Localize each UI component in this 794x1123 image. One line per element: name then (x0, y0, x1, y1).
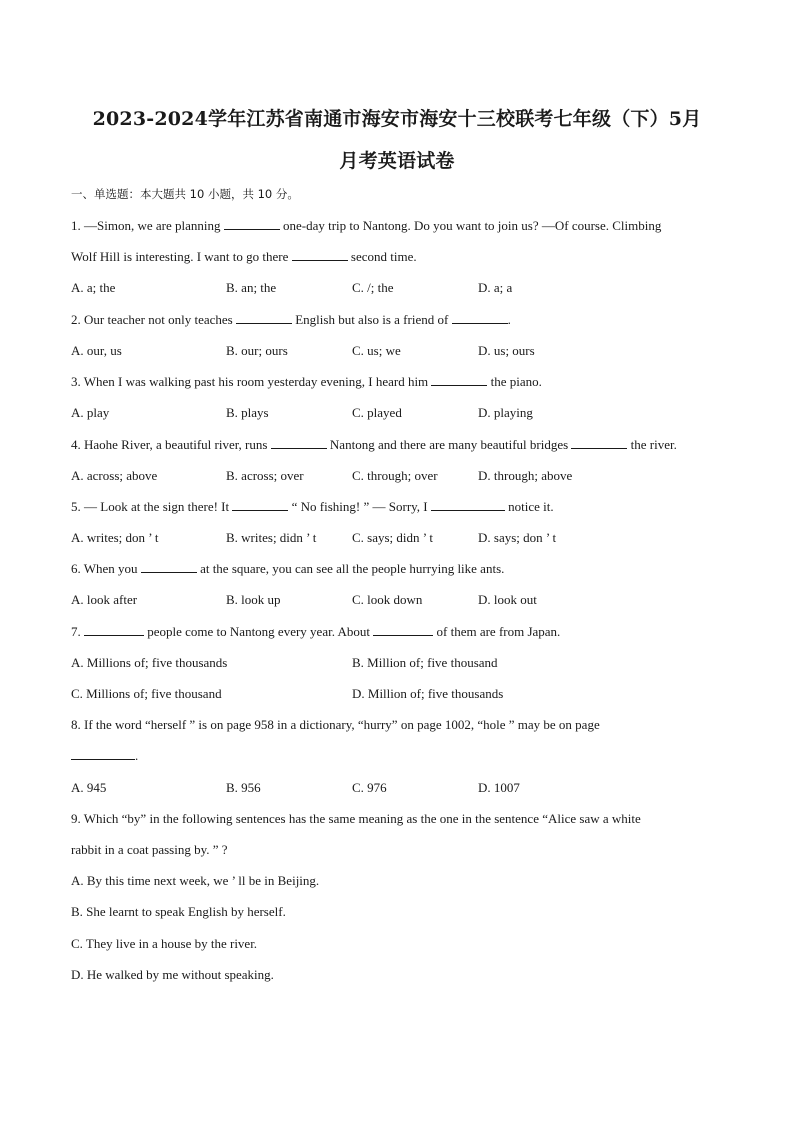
answer-blank (224, 218, 280, 230)
answer-blank (373, 624, 433, 636)
answer-blank (236, 312, 292, 324)
question-6-option-c: C. look down (352, 592, 423, 607)
answer-blank (452, 312, 508, 324)
question-9-stem-cont: rabbit in a coat passing by. ” ? (71, 842, 228, 857)
question-2-option-c: C. us; we (352, 343, 401, 358)
question-5-option-c: C. says; didn ’ t (352, 530, 434, 545)
question-5-option-d: D. says; don ’ t (478, 530, 557, 545)
answer-blank (141, 561, 197, 573)
question-4-option-b: B. across; over (226, 468, 304, 483)
question-9-option-c: C. They live in a house by the river. (71, 936, 258, 951)
question-6-stem: 6. When you at the square, you can see all the people hurrying like ants. (71, 561, 505, 576)
question-3-option-b: B. plays (226, 405, 269, 420)
answer-blank (292, 249, 348, 261)
answer-blank (232, 499, 288, 511)
question-3-option-c: C. played (352, 405, 402, 420)
section-header: 一、单选题：本大题共 10 小题，共 10 分。 (71, 187, 299, 201)
question-2-option-b: B. our; ours (226, 343, 288, 358)
question-6-option-a: A. look after (71, 592, 138, 607)
answer-blank (84, 624, 144, 636)
question-1-stem-cont: Wolf Hill is interesting. I want to go there second time. (71, 249, 417, 264)
question-4-stem: 4. Haohe River, a beautiful river, runs Nantong and there are many beautiful bridges the river. (71, 437, 677, 452)
question-1-option-c: C. /; the (352, 280, 394, 295)
answer-blank (431, 499, 505, 511)
question-1-stem: 1. —Simon, we are planning one-day trip to Nantong. Do you want to join us? —Of course. Climbing (71, 218, 662, 233)
question-4-option-d: D. through; above (478, 468, 573, 483)
question-4-option-a: A. across; above (71, 468, 158, 483)
question-6-option-d: D. look out (478, 592, 537, 607)
question-7-option-b: B. Million of; five thousand (352, 655, 498, 670)
exam-title-line-2: 月考英语试卷 (339, 150, 455, 172)
answer-blank (571, 437, 627, 449)
exam-title-line-1: 2023-2024学年江苏省南通市海安市海安十三校联考七年级（下）5月 (92, 108, 702, 130)
question-9-stem: 9. Which “by” in the following sentences has the same meaning as the one in the sentence “Alice saw a white (71, 811, 641, 826)
answer-blank (71, 748, 135, 760)
question-8-option-a: A. 945 (71, 780, 107, 795)
question-6-option-b: B. look up (226, 592, 281, 607)
question-3-stem: 3. When I was walking past his room yesterday evening, I heard him the piano. (71, 374, 542, 389)
question-8-stem: 8. If the word “herself ” is on page 958 in a dictionary, “hurry” on page 1002, “hole ” may be on page (71, 717, 600, 732)
question-8-stem-cont: . (71, 748, 138, 764)
question-5-stem: 5. — Look at the sign there! It “ No fishing! ” — Sorry, I notice it. (71, 499, 554, 514)
question-3-option-a: A. play (71, 405, 110, 420)
question-2-option-d: D. us; ours (478, 343, 535, 358)
question-1-option-a: A. a; the (71, 280, 116, 295)
question-5-option-a: A. writes; don ’ t (71, 530, 159, 545)
question-3-option-d: D. playing (478, 405, 533, 420)
question-8-option-b: B. 956 (226, 780, 261, 795)
answer-blank (431, 374, 487, 386)
question-1-option-b: B. an; the (226, 280, 277, 295)
question-2-option-a: A. our, us (71, 343, 122, 358)
question-5-option-b: B. writes; didn ’ t (226, 530, 317, 545)
answer-blank (271, 437, 327, 449)
question-9-option-d: D. He walked by me without speaking. (71, 967, 274, 982)
question-8-option-c: C. 976 (352, 780, 387, 795)
question-7-option-d: D. Million of; five thousands (352, 686, 504, 701)
question-7-option-a: A. Millions of; five thousands (71, 655, 228, 670)
question-1-option-d: D. a; a (478, 280, 513, 295)
question-4-option-c: C. through; over (352, 468, 438, 483)
question-9-option-a: A. By this time next week, we ’ ll be in Beijing. (71, 873, 320, 888)
question-7-stem: 7. people come to Nantong every year. About of them are from Japan. (71, 624, 561, 639)
question-9-option-b: B. She learnt to speak English by herself. (71, 904, 286, 919)
question-7-option-c: C. Millions of; five thousand (71, 686, 222, 701)
question-2-stem: 2. Our teacher not only teaches English but also is a friend of . (71, 312, 511, 327)
question-8-option-d: D. 1007 (478, 780, 520, 795)
